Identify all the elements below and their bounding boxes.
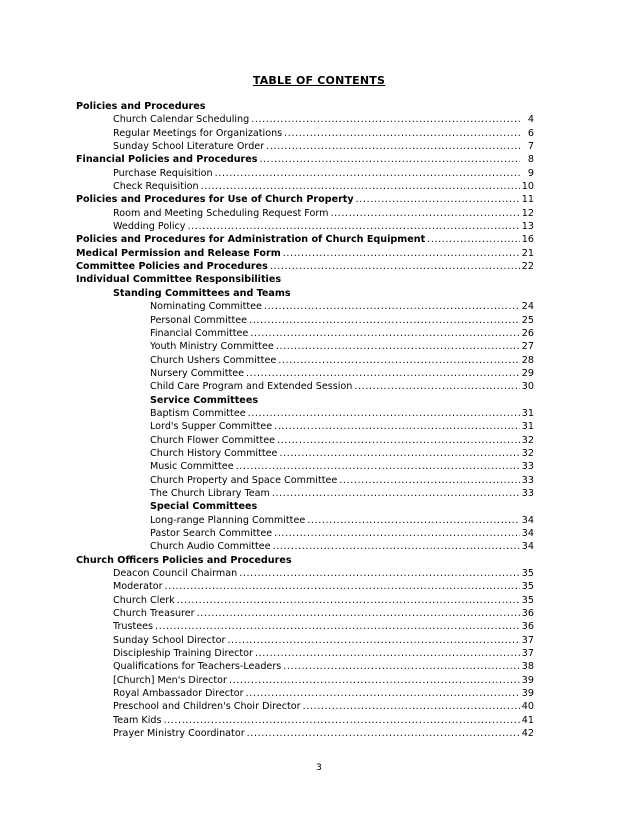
toc-entry-label: Church Clerk — [113, 594, 175, 606]
toc-entry-page: 31 — [521, 407, 534, 419]
toc-entry-page: 35 — [521, 568, 534, 580]
toc-entry-label: Financial Committee — [150, 327, 249, 339]
toc-entry-label: Service Committees — [150, 394, 259, 406]
toc-entry — [76, 207, 534, 220]
toc-entry-page: 34 — [521, 528, 534, 539]
dot-leader — [272, 487, 520, 500]
toc-entry-page: 10 — [521, 181, 534, 193]
toc-entry-page: 39 — [521, 674, 534, 686]
toc-entry — [76, 140, 534, 153]
toc-entry-page: 33 — [521, 474, 534, 486]
toc-entry-page: 33 — [521, 487, 534, 499]
dot-leader — [250, 327, 519, 340]
dot-leader — [264, 300, 520, 313]
toc-entry-label: Nursery Committee — [150, 367, 245, 379]
toc-entry — [76, 180, 534, 193]
toc-entry-page: 21 — [521, 247, 534, 259]
dot-leader — [277, 434, 520, 447]
dot-leader — [276, 340, 520, 353]
dot-leader — [246, 367, 520, 380]
dot-leader — [354, 380, 519, 393]
toc-entry — [76, 327, 534, 340]
toc-entry — [76, 153, 534, 166]
toc-entry — [76, 354, 534, 367]
toc-entry-page: 13 — [521, 221, 534, 233]
toc-entry-label: Medical Permission and Release Form — [76, 247, 281, 259]
toc-entry-page: 25 — [521, 314, 534, 326]
toc-entry-label: Team Kids — [113, 714, 162, 726]
toc-entry-label: Sunday School Director — [113, 634, 226, 646]
toc-entry-page: 39 — [521, 688, 534, 700]
toc-entry — [76, 420, 534, 433]
toc-entry-label: Individual Committee Responsibilities — [76, 274, 282, 286]
toc-entry — [76, 314, 534, 327]
toc-entry-label: The Church Library Team — [150, 487, 270, 499]
toc-entry — [76, 340, 534, 353]
dot-leader — [163, 714, 519, 727]
dot-leader — [284, 127, 520, 140]
toc-entry — [76, 500, 534, 513]
toc-entry-label: Child Care Program and Extended Session — [150, 381, 353, 393]
toc-entry-page: 34 — [521, 514, 534, 526]
toc-entry-page: 32 — [521, 447, 534, 459]
toc-entry — [76, 300, 534, 313]
toc-entry-label: Financial Policies and Procedures — [76, 154, 258, 166]
toc-entry — [76, 594, 534, 607]
toc-entry — [76, 100, 534, 113]
toc-entry-page: 37 — [521, 648, 534, 660]
toc-entry — [76, 167, 534, 180]
toc-entry-page: 29 — [521, 367, 534, 379]
toc-entry-page: 6 — [527, 127, 534, 139]
toc-entry-page: 26 — [521, 327, 534, 339]
toc-entry-page: 27 — [521, 341, 534, 353]
toc-entry — [76, 247, 534, 260]
toc-entry-label: Church Ushers Committee — [150, 354, 277, 366]
toc-entry-label: Personal Committee — [150, 314, 248, 326]
dot-leader — [427, 233, 520, 246]
toc-entry-page: 42 — [521, 728, 534, 740]
toc-entry-label: Qualifications for Teachers-Leaders — [113, 661, 282, 673]
toc-entry-label: Church History Committee — [150, 447, 278, 459]
toc-entry-label: Church Officers Policies and Procedures — [76, 554, 292, 566]
toc-entry-label: Church Property and Space Committee — [150, 474, 338, 486]
toc-entry-label: Room and Meeting Scheduling Request Form — [113, 207, 329, 219]
toc-entry — [76, 407, 534, 420]
toc-entry — [76, 474, 534, 487]
dot-leader — [273, 540, 520, 553]
dot-leader — [201, 180, 520, 193]
toc-entry — [76, 260, 534, 273]
toc-entry — [76, 674, 534, 687]
toc-entry-label: Royal Ambassador Director — [113, 688, 244, 700]
table-of-contents — [76, 100, 534, 741]
toc-entry-page: 24 — [521, 301, 534, 313]
toc-entry-page: 36 — [521, 608, 534, 620]
dot-leader — [251, 113, 520, 126]
toc-entry-label: Church Treasurer — [113, 608, 195, 620]
toc-entry-label: [Church] Men's Director — [113, 674, 227, 686]
dot-leader — [279, 447, 519, 460]
dot-leader — [307, 514, 520, 527]
toc-entry — [76, 460, 534, 473]
toc-entry-page: 8 — [527, 154, 534, 166]
toc-entry — [76, 394, 534, 407]
toc-entry-label: Wedding Policy — [113, 221, 186, 233]
toc-entry-label: Pastor Search Committee — [150, 528, 273, 539]
dot-leader — [283, 247, 520, 260]
toc-entry-page: 32 — [521, 434, 534, 446]
toc-entry-page: 11 — [521, 194, 534, 206]
toc-entry-page: 36 — [521, 621, 534, 633]
dot-leader — [356, 193, 520, 206]
toc-entry-label: Lord's Supper Committee — [150, 421, 273, 433]
toc-entry — [76, 273, 534, 286]
toc-entry — [76, 700, 534, 713]
dot-leader — [188, 220, 520, 233]
toc-entry — [76, 554, 534, 567]
toc-entry — [76, 580, 534, 593]
toc-entry-label: Policies and Procedures for Administration of Church Equipment — [76, 234, 426, 246]
toc-entry — [76, 233, 534, 246]
toc-entry — [76, 647, 534, 660]
toc-entry — [76, 634, 534, 647]
dot-leader — [339, 474, 520, 487]
toc-entry-page: 33 — [521, 461, 534, 473]
dot-leader — [246, 687, 520, 700]
dot-leader — [236, 460, 520, 473]
toc-entry-page: 41 — [521, 714, 534, 726]
toc-entry-label: Church Flower Committee — [150, 434, 276, 446]
dot-leader — [249, 314, 520, 327]
toc-entry-label: Sunday School Literature Order — [113, 141, 265, 153]
dot-leader — [270, 260, 520, 273]
toc-entry-page: 30 — [521, 381, 534, 393]
toc-entry-label: Policies and Procedures — [76, 101, 206, 112]
toc-entry — [76, 514, 534, 527]
toc-entry-label: Deacon Council Chairman — [113, 568, 238, 580]
toc-entry — [76, 607, 534, 620]
toc-entry — [76, 113, 534, 126]
toc-entry-page: 22 — [521, 261, 534, 273]
dot-leader — [303, 700, 520, 713]
dot-leader — [248, 407, 520, 420]
toc-entry-label: Youth Ministry Committee — [150, 341, 274, 353]
toc-entry-label: Church Audio Committee — [150, 541, 271, 553]
dot-leader — [197, 607, 520, 620]
dot-leader — [260, 153, 521, 166]
toc-entry-page: 37 — [521, 634, 534, 646]
dot-leader — [215, 167, 520, 180]
dot-leader — [266, 140, 520, 153]
toc-entry-page: 35 — [521, 594, 534, 606]
toc-entry — [76, 527, 534, 540]
toc-entry-page: 31 — [521, 421, 534, 433]
toc-entry — [76, 487, 534, 500]
toc-entry-label: Check Requisition — [113, 181, 199, 193]
toc-entry-label: Preschool and Children's Choir Director — [113, 701, 301, 713]
toc-entry — [76, 567, 534, 580]
toc-entry-page: 38 — [521, 661, 534, 673]
toc-entry-label: Music Committee — [150, 461, 234, 473]
toc-entry — [76, 193, 534, 206]
toc-entry-page: 12 — [521, 207, 534, 219]
dot-leader — [274, 420, 520, 433]
toc-entry-label: Moderator — [113, 581, 163, 593]
toc-entry-label: Prayer Ministry Coordinator — [113, 728, 245, 740]
dot-leader — [239, 567, 520, 580]
toc-entry-label: Discipleship Training Director — [113, 648, 253, 660]
toc-entry-label: Special Committees — [150, 501, 258, 513]
toc-entry-label: Long-range Planning Committee — [150, 514, 306, 526]
toc-entry-page: 4 — [527, 114, 534, 126]
toc-entry-label: Church Calendar Scheduling — [113, 114, 250, 126]
dot-leader — [155, 620, 520, 633]
toc-entry-label: Purchase Requisition — [113, 167, 213, 179]
toc-entry-page: 35 — [521, 581, 534, 593]
toc-entry-label: Committee Policies and Procedures — [76, 261, 268, 273]
page-title: TABLE OF CONTENTS — [252, 74, 386, 87]
dot-leader — [177, 594, 520, 607]
toc-entry-page: 7 — [527, 141, 534, 153]
toc-entry-page: 9 — [527, 167, 534, 179]
toc-entry — [76, 540, 534, 553]
toc-entry-page: 16 — [521, 234, 534, 246]
toc-entry — [76, 287, 534, 300]
dot-leader — [278, 354, 520, 367]
toc-entry — [76, 127, 534, 140]
toc-entry — [76, 367, 534, 380]
toc-entry-page: 28 — [521, 354, 534, 366]
dot-leader — [274, 527, 520, 540]
toc-entry — [76, 380, 534, 393]
toc-entry — [76, 447, 534, 460]
dot-leader — [330, 207, 519, 220]
toc-entry — [76, 727, 534, 740]
toc-entry — [76, 434, 534, 447]
dot-leader — [247, 727, 520, 740]
dot-leader — [283, 660, 520, 673]
dot-leader — [229, 674, 520, 687]
toc-entry — [76, 714, 534, 727]
toc-entry — [76, 620, 534, 633]
toc-entry-label: Policies and Procedures for Use of Church Property — [76, 194, 354, 206]
dot-leader — [227, 634, 519, 647]
toc-entry-label: Baptism Committee — [150, 407, 246, 419]
toc-entry-label: Standing Committees and Teams — [113, 287, 291, 299]
page-number: 3 — [316, 763, 322, 773]
toc-entry-label: Nominating Committee — [150, 301, 262, 313]
toc-entry — [76, 220, 534, 233]
dot-leader — [165, 580, 520, 593]
toc-entry-label: Trustees — [113, 621, 154, 633]
toc-entry-label: Regular Meetings for Organizations — [113, 127, 283, 139]
toc-entry — [76, 660, 534, 673]
toc-entry-page: 40 — [521, 701, 534, 713]
toc-entry — [76, 687, 534, 700]
dot-leader — [255, 647, 520, 660]
toc-entry-page: 34 — [521, 541, 534, 553]
